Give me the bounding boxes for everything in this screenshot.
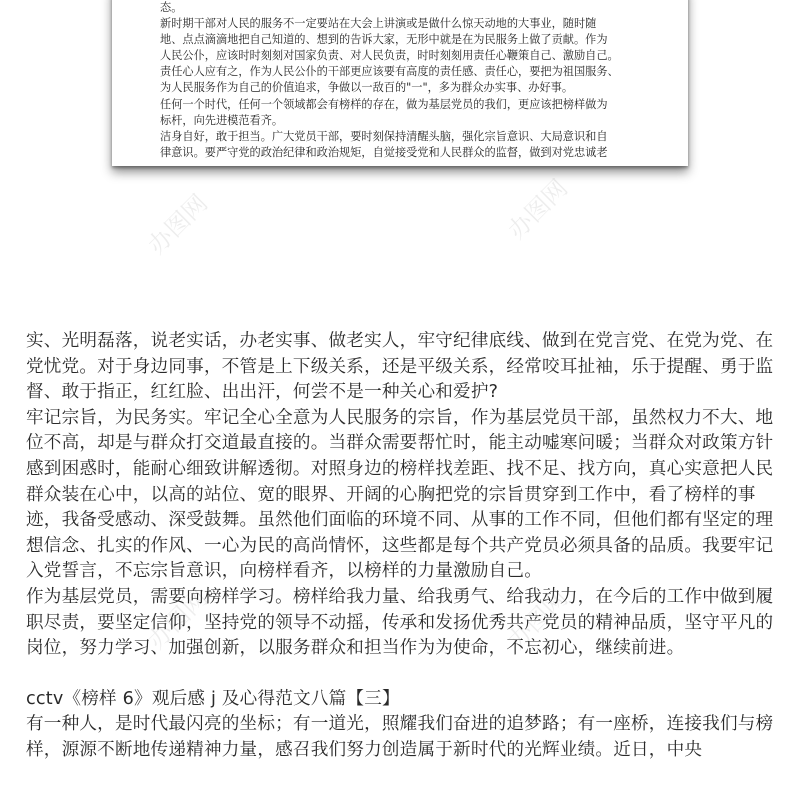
embedded-line: 洁身自好，敢于担当。广大党员干部，要时刻保持清醒头脑，强化宗旨意识、大局意识和自 [160, 129, 608, 143]
embedded-document-page [112, 0, 688, 166]
embedded-page-text [160, 0, 660, 161]
embedded-line: 新时期干部对人民的服务不一定要站在大会上讲演或是做什么惊天动地的大事业，随时随 [160, 17, 597, 31]
watermark: 办图网 [142, 583, 214, 655]
embedded-line: 责任心人应有之，作为人民公仆的干部更应该要有高度的责任感、责任心，要把为祖国服务、 [160, 65, 619, 79]
body-paragraph: 有一种人，是时代最闪亮的坐标；有一道光，照耀我们奋进的追梦路；有一座桥，连接我们与榜样，源源不断地传递精神力量，感召我们努力创造属于新时代的光辉业绩。近日，中央 [26, 714, 774, 760]
body-paragraph: 作为基层党员，需要向榜样学习。榜样给我力量、给我勇气、给我动力，在今后的工作中做到履职尽责，要坚定信仰，坚持党的领导不动摇，传承和发扬优秀共产党员的精神品质，坚守平凡的岗位，努力学习、加强创新，以服务群众和担当作为为使命，不忘初心，继续前进。 [26, 586, 774, 659]
embedded-line: 律意识。要严守党的政治纪律和政治规矩，自觉接受党和人民群众的监督，做到对党忠诚老 [160, 145, 608, 159]
embedded-line: 态。 [160, 1, 183, 14]
watermark: 办图网 [502, 583, 574, 655]
section-title: cctv《榜样 6》观后感 j 及心得范文八篇【三】 [26, 688, 400, 709]
watermark: 办图网 [502, 173, 574, 245]
embedded-line: 地、点点滴滴地把自己知道的、想到的告诉大家，无形中就是在为民服务上做了贡献。作为 [160, 33, 608, 47]
watermark: 办图网 [142, 188, 214, 260]
embedded-line: 任何一个时代，任何一个领域都会有榜样的存在，做为基层党员的我们，更应该把榜样做为 [160, 97, 608, 111]
body-paragraph: 实、光明磊落，说老实话，办老实事、做老实人，牢守纪律底线、做到在党言党、在党为党、在党忧党。对于身边同事，不管是上下级关系，还是平级关系，经常咬耳扯袖，乐于提醒、勇于监督、敢于指正，红红脸、出出汗，何尝不是一种关心和爱护? [26, 331, 774, 403]
embedded-line: 为人民服务作为自己的价值追求，争做以一敌百的"一"，多为群众办实事、办好事。 [160, 81, 574, 95]
body-paragraph: 牢记宗旨，为民务实。牢记全心全意为人民服务的宗旨，作为基层党员干部，虽然权力不大、地位不高，却是与群众打交道最直接的。当群众需要帮忙时，能主动嘘寒问暖；当群众对政策方针感到困惑时，能耐心细致讲解透彻。对照身边的榜样找差距、找不足、找方向，真心实意把人民群众装在心中，以高的站位、宽的眼界、开阔的心胸把党的宗旨贯穿到工作中，看了榜样的事迹，我备受感动、深受鼓舞。虽然他们面临的环境不同、从事的工作不同，但他们都有坚定的理想信念、扎实的作风、一心为民的高尚情怀，这些都是每个共产党员必须具备的品质。我要牢记入党誓言，不忘宗旨意识，向榜样看齐，以榜样的力量激励自己。 [26, 407, 774, 582]
embedded-line: 人民公仆，应该时时刻刻对国家负责、对人民负责，时时刻刻用责任心鞭策自己、激励自己。 [160, 49, 619, 63]
embedded-line: 标杆，向先进模范看齐。 [160, 113, 284, 127]
document-body [26, 329, 786, 764]
